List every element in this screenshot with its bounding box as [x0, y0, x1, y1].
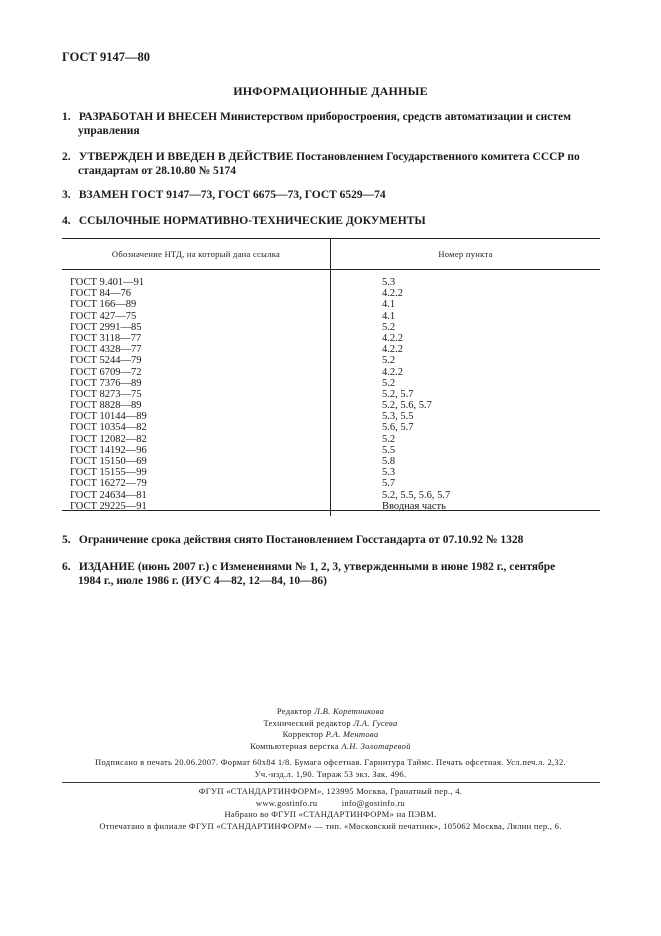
- item-lead: УТВЕРЖДЕН И ВВЕДЕН В ДЕЙСТВИЕ: [78, 151, 294, 163]
- table-cell-clause: 5.8: [382, 456, 396, 467]
- table-cell-document: ГОСТ 9.401—91: [70, 277, 145, 288]
- item-text-continued: стандартам от 28.10.80 № 5174: [78, 165, 237, 177]
- tech-editor-line: [0, 718, 661, 730]
- table-cell-document: ГОСТ 166—89: [70, 299, 137, 311]
- printed-note: Отпечатано в филиале ФГУП «СТАНДАРТИНФОРМ» — тип. «Московский печатник», 105062 Москва, Лялин пер., 6.: [99, 820, 562, 831]
- item-developed: [62, 110, 602, 138]
- table-cell-clause: 5.6, 5.7: [382, 422, 414, 434]
- table-cell-document: ГОСТ 10144—89: [70, 411, 147, 423]
- imprint-credits: [0, 706, 661, 752]
- publisher-site: www.gostinfo.ru: [255, 797, 318, 808]
- table-cell-clause: 5.2: [382, 355, 396, 367]
- layout-name: А.Н. Золотаревой: [341, 740, 411, 751]
- item-text-continued: управления: [78, 125, 140, 137]
- table-cell-document: ГОСТ 4328—77: [70, 344, 142, 356]
- table-cell-clause: 5.3: [382, 467, 396, 479]
- table-cell-document: ГОСТ 6709—72: [70, 366, 142, 378]
- table-cell-document: ГОСТ 427—75: [70, 310, 137, 322]
- table-cell-clause: 5.2: [382, 377, 396, 389]
- table-cell-document: ГОСТ 8273—75: [70, 388, 142, 400]
- section-title: ИНФОРМАЦИОННЫЕ ДАННЫЕ: [233, 84, 428, 98]
- table-cell-document: ГОСТ 3118—77: [70, 332, 142, 344]
- item-number: 4.: [62, 215, 71, 227]
- corrector-label: Корректор: [282, 729, 324, 739]
- item-limitation: [62, 533, 602, 547]
- table-cell-clause: 5.2: [382, 321, 396, 333]
- item-approved: [62, 150, 602, 178]
- tech-editor-label: Технический редактор: [263, 717, 351, 728]
- item-number: 2.: [62, 151, 71, 163]
- table-cell-document: ГОСТ 2991—85: [70, 321, 142, 333]
- table-cell-clause: 5.2: [382, 433, 396, 445]
- table-cell-clause: 4.1: [382, 299, 396, 311]
- publisher-info: [0, 786, 661, 832]
- editor-label: Редактор: [276, 706, 312, 716]
- table-cell-clause: 5.3, 5.5: [382, 411, 414, 423]
- table-cell-clause: 4.2.2: [382, 288, 403, 300]
- table-cell-document: ГОСТ 10354—82: [70, 422, 147, 434]
- table-cell-document: ГОСТ 8828—89: [70, 400, 142, 412]
- publisher-address: ФГУП «СТАНДАРТИНФОРМ», 123995 Москва, Гранатный пер., 4.: [198, 786, 463, 796]
- item-text: ССЫЛОЧНЫЕ НОРМАТИВНО-ТЕХНИЧЕСКИЕ ДОКУМЕНТЫ: [78, 215, 426, 227]
- table-bottom-rule: [62, 510, 600, 511]
- table-cell-clause: 5.2, 5.6, 5.7: [382, 400, 432, 412]
- table-header-row: [62, 239, 600, 270]
- editor-name: Л.В. Коретникова: [314, 706, 385, 716]
- publisher-email: info@gostinfo.ru: [341, 797, 406, 808]
- item-number: 3.: [62, 189, 71, 201]
- item-number: 5.: [62, 534, 71, 546]
- print-details: [0, 757, 661, 780]
- table-cell-document: ГОСТ 84—76: [70, 288, 132, 300]
- table-cell-clause: 5.2, 5.7: [382, 388, 414, 400]
- column-header-document: Обозначение НТД, на который дана ссылка: [62, 239, 331, 270]
- layout-label: Компьютерная верстка: [250, 740, 339, 751]
- tech-editor-name: Л.А. Гусева: [353, 717, 398, 728]
- corrector-name: Р.А. Ментова: [325, 729, 379, 739]
- item-number: 1.: [62, 111, 71, 123]
- publisher-contacts: [0, 798, 661, 810]
- item-text: Министерством приборостроения, средств автоматизации и систем: [219, 111, 571, 123]
- table-body-row: [62, 270, 600, 516]
- table-cell-clause: 4.1: [382, 310, 396, 322]
- item-text: Ограничение срока действия снято Постановлением Госстандарта от 07.10.92 № 1328: [78, 534, 524, 546]
- table-cell-clause: 5.3: [382, 277, 396, 288]
- print-details-line: Подписано в печать 20.06.2007. Формат 60x84 1/8. Бумага офсетная. Гарнитура Таймс. Печать офсетная. Усл.печ.л. 2,32.: [95, 757, 566, 767]
- references-table: [62, 238, 600, 516]
- item-text: Постановлением Государственного комитета СССР по: [296, 151, 580, 163]
- item-references: [62, 214, 602, 228]
- table-cell-document: ГОСТ 29225—91: [70, 500, 147, 512]
- item-text-continued: 1984 г., июле 1986 г. (ИУС 4—82, 12—84, 10—86): [78, 575, 328, 587]
- table-cell-document: ГОСТ 14192—96: [70, 444, 147, 456]
- print-details-line: Уч.-изд.л. 1,90. Тираж 53 экз. Зак. 496.: [254, 768, 407, 779]
- item-text: ИЗДАНИЕ (июнь 2007 г.) с Изменениями № 1, 2, 3, утвержденными в июне 1982 г., сентябре: [78, 561, 556, 573]
- table-cell-document: ГОСТ 15155—99: [70, 467, 147, 479]
- document-column: [62, 270, 331, 516]
- layout-line: [0, 741, 661, 753]
- item-edition: [62, 560, 602, 588]
- table-cell-document: ГОСТ 15150—69: [70, 456, 147, 467]
- table-cell-clause: 5.2, 5.5, 5.6, 5.7: [382, 489, 451, 501]
- table-cell-document: ГОСТ 16272—79: [70, 478, 147, 490]
- item-text: ВЗАМЕН ГОСТ 9147—73, ГОСТ 6675—73, ГОСТ 6529—74: [78, 189, 386, 201]
- table-cell-clause: 4.2.2: [382, 344, 403, 356]
- editor-line: [0, 706, 661, 718]
- table-cell-clause: 5.7: [382, 478, 396, 490]
- item-replaces: [62, 188, 602, 202]
- item-number: 6.: [62, 561, 71, 573]
- column-header-clause: Номер пункта: [331, 239, 601, 270]
- table-cell-document: ГОСТ 12082—82: [70, 433, 147, 445]
- table-cell-document: ГОСТ 24634—81: [70, 489, 147, 501]
- table-cell-document: ГОСТ 5244—79: [70, 355, 142, 367]
- imprint-divider: [62, 782, 600, 783]
- table-cell-clause: 4.2.2: [382, 366, 403, 378]
- typeset-note: Набрано во ФГУП «СТАНДАРТИНФОРМ» на ПЭВМ.: [224, 809, 437, 819]
- table-cell-clause: 4.2.2: [382, 332, 403, 344]
- table-cell-clause: 5.5: [382, 444, 396, 456]
- corrector-line: [0, 729, 661, 741]
- table-cell-clause: Вводная часть: [382, 500, 446, 512]
- standard-code: ГОСТ 9147—80: [62, 50, 151, 64]
- item-lead: РАЗРАБОТАН И ВНЕСЕН: [78, 111, 218, 123]
- table-cell-document: ГОСТ 7376—89: [70, 377, 142, 389]
- clause-column: [331, 270, 601, 516]
